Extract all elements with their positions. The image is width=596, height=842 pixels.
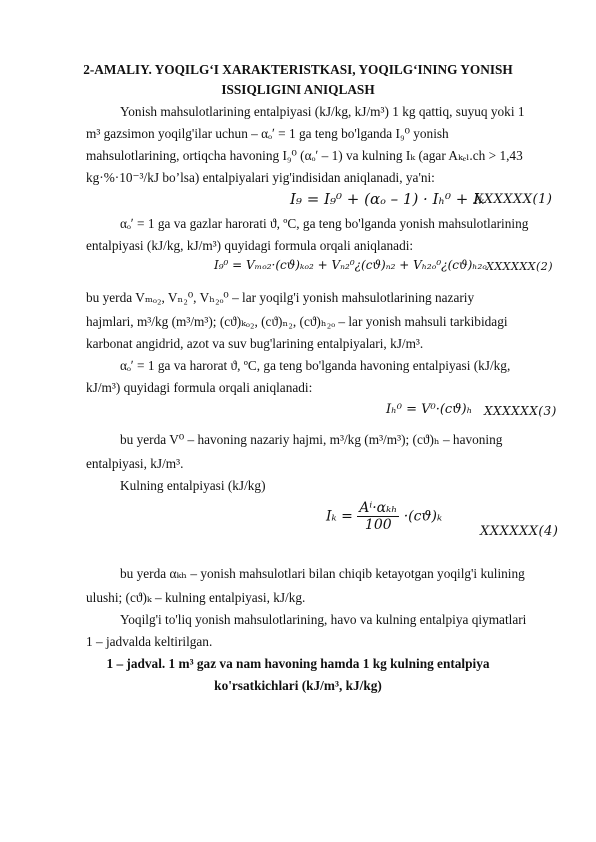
table-caption-line-1: 1 – jadval. 1 m³ gaz va nam havoning hamda 1 kg kulning entalpiya (106, 656, 490, 671)
equation-1-number: XXXXXX(1) (474, 192, 553, 207)
paragraph-3-line-1: bu yerda Vₘₒ₂, Vₙ₂⁰, Vₕ₂ₒ⁰ – lar yoqilg'i yonish mahsulotlarining nazariy (86, 290, 475, 305)
equation-4 (326, 500, 442, 533)
equation-2: I₉⁰ = Vₘₒ₂·(cϑ)ₖₒ₂ + Vₙ₂⁰¿(cϑ)ₙ₂ + Vₕ₂ₒ⁰¿(cϑ)ₕ₂ₒ (214, 258, 487, 272)
equation-4-right: ·(cϑ)ₖ (403, 508, 443, 525)
paragraph-7-line-2: ulushi; (cϑ)ₖ – kulning entalpiyasi, kJ/kg. (86, 590, 306, 605)
paragraph-1-line-1: Yonish mahsulotlarining entalpiyasi (kJ/kg, kJ/m³) 1 kg qattiq, suyuq yoki 1 (120, 104, 525, 119)
equation-4-left: Iₖ = (326, 508, 353, 525)
paragraph-5-line-2: entalpiyasi, kJ/m³. (86, 456, 184, 471)
title-line-2: ISSIQLIGINI ANIQLASH (221, 82, 375, 97)
paragraph-3-line-2: hajmlari, m³/kg (m³/m³); (cϑ)ₖₒ₂, (cϑ)ₙ₂, (cϑ)ₕ₂ₒ – lar yonish mahsuli tarkibidagi (86, 314, 508, 329)
paragraph-4-line-2: kJ/m³) quyidagi formula orqali aniqlanadi: (86, 380, 313, 395)
paragraph-3-line-3: karbonat angidrid, azot va suv bug'larining entalpiyalari, kJ/m³. (86, 336, 424, 351)
equation-4-denominator: 100 (364, 517, 392, 533)
equation-4-number: XXXXXX(4) (480, 524, 559, 539)
equation-1: I₉ = I₉⁰ + (αₒ – 1) · Iₕ⁰ + Iₖ (290, 190, 485, 208)
table-caption-line-2: ko'rsatkichlari (kJ/m³, kJ/kg) (214, 678, 382, 693)
paragraph-1-line-2: m³ gazsimon yoqilg'ilar uchun – αₒʹ = 1 ga teng bo'lganda I₉⁰ yonish (86, 126, 449, 141)
paragraph-5-line-1: bu yerda V⁰ – havoning nazariy hajmi, m³/kg (m³/m³); (cϑ)ₕ – havoning (120, 432, 503, 447)
paragraph-7-line-1: bu yerda αₖₕ – yonish mahsulotlari bilan chiqib ketayotgan yoqilg'i kulining (120, 566, 525, 581)
paragraph-6: Kulning entalpiyasi (kJ/kg) (120, 478, 266, 493)
paragraph-8-line-2: 1 – jadvalda keltirilgan. (86, 634, 213, 649)
paragraph-4-line-1: αₒʹ = 1 ga va harorat ϑ, ºC, ga teng bo'lganda havoning entalpiyasi (kJ/kg, (120, 358, 511, 373)
paragraph-8-line-1: Yoqilg'i to'liq yonish mahsulotlarining, havo va kulning entalpiya qiymatlari (120, 612, 527, 627)
equation-3-number: XXXXXX(3) (484, 404, 557, 418)
paragraph-2-line-1: αₒʹ = 1 ga va gazlar harorati ϑ, ºC, ga teng bo'lganda yonish mahsulotlarining (120, 216, 529, 231)
equation-4-numerator: Aⁱ·αₖₕ (359, 500, 398, 516)
paragraph-1-line-4: kg·%·10⁻³/kJ bo’lsa) entalpiyalari yig'indisidan aniqlanadi, ya'ni: (86, 170, 435, 185)
equation-2-number: XXXXXX(2) (486, 260, 554, 273)
equation-3: Iₕ⁰ = V⁰·(cϑ)ₕ (386, 402, 473, 417)
paragraph-2-line-2: entalpiyasi (kJ/kg, kJ/m³) quyidagi formula orqali aniqlanadi: (86, 238, 414, 253)
paragraph-1-line-3: mahsulotlarining, ortiqcha havoning I₉⁰ (αₒʹ – 1) va kulning Iₖ (agar Aₖₑₗ.ch > 1,43 (86, 148, 523, 163)
equation-4-fraction (357, 500, 399, 533)
title-line-1: 2-AMALIY. YOQILG‘I XARAKTERISTKASI, YOQILG‘INING YONISH (83, 62, 513, 77)
